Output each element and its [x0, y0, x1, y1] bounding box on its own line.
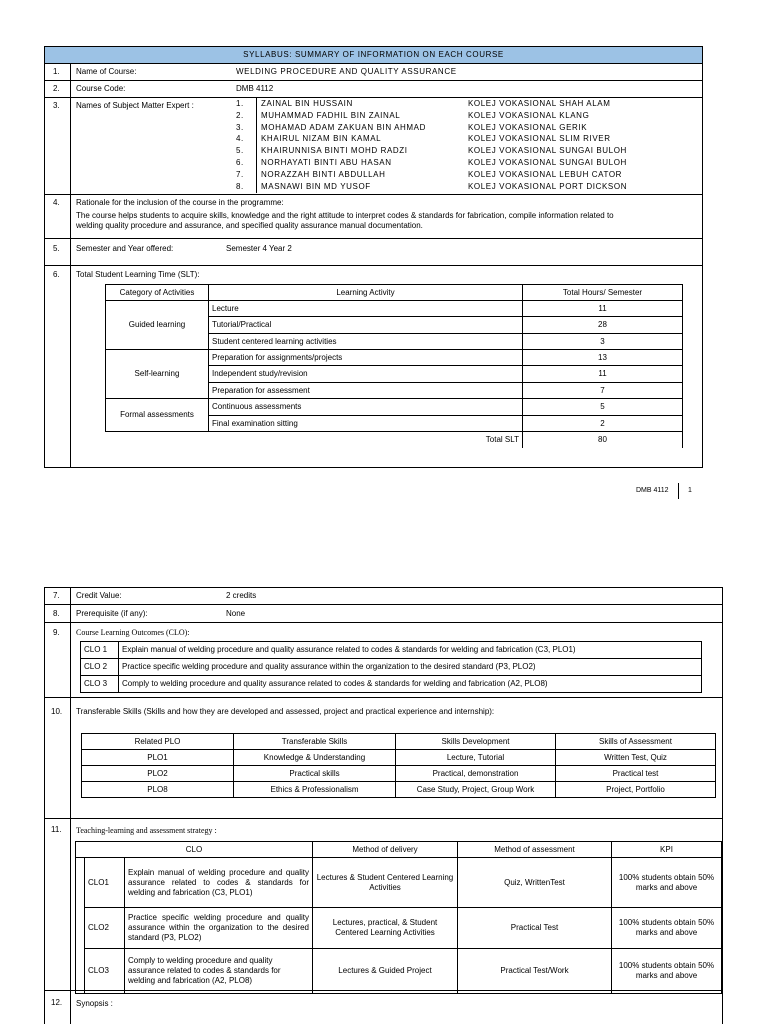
ts-cell: PLO1 [82, 750, 234, 766]
ts-header: Skills of Assessment [556, 734, 716, 750]
row-number: 7. [53, 591, 60, 600]
slt-hours: 28 [523, 317, 683, 334]
expert-college: KOLEJ VOKASIONAL SUNGAI BULOH [468, 146, 627, 155]
transferable-skills-label: Transferable Skills (Skills and how they are developed and assessed, project and practical experience and internship): [76, 707, 495, 716]
expert-name: MASNAWI BIN MD YUSOF [261, 182, 371, 191]
strategy-kpi: 100% students obtain 50% marks and above [612, 908, 722, 949]
semester-value: Semester 4 Year 2 [226, 244, 292, 253]
strategy-assessment: Practical Test [458, 908, 612, 949]
ts-cell: Written Test, Quiz [556, 750, 716, 766]
slt-total-label: Total SLT [209, 432, 523, 448]
slt-total-value: 80 [523, 432, 683, 448]
row-divider [44, 80, 703, 81]
expert-college: KOLEJ VOKASIONAL SHAH ALAM [468, 99, 611, 108]
clo-code: CLO 3 [81, 676, 119, 693]
slt-hours: 13 [523, 350, 683, 366]
ts-cell: PLO8 [82, 782, 234, 798]
strategy-body-table [84, 857, 722, 994]
strategy-header-clo: CLO [76, 842, 313, 858]
expert-college: KOLEJ VOKASIONAL GERIK [468, 123, 588, 132]
footer-course-code: DMB 4112 [636, 487, 669, 494]
credit-value: 2 credits [226, 591, 257, 600]
ts-cell: Practical skills [234, 766, 396, 782]
expert-number: 1. [236, 99, 244, 108]
slt-label: Total Student Learning Time (SLT): [76, 270, 200, 279]
expert-number-divider [256, 98, 257, 193]
ts-cell: Case Study, Project, Group Work [396, 782, 556, 798]
transferable-skills-table [81, 733, 716, 798]
strategy-clo-desc: Practice specific welding procedure and quality assurance within the organization to the desired standard (P3, PLO2) [125, 908, 313, 949]
row-number: 8. [53, 609, 60, 618]
strategy-clo-desc: Explain manual of welding procedure and quality assurance related to codes & standards for welding and fabrication (C3, PLO1) [125, 858, 313, 908]
row-divider [44, 63, 703, 64]
row-divider [44, 622, 723, 623]
strategy-clo-desc: Comply to welding procedure and quality assurance related to codes & standards for welding and fabrication (A2, PLO8) [125, 949, 313, 994]
slt-hours: 3 [523, 334, 683, 350]
strategy-clo-code: CLO2 [85, 908, 125, 949]
slt-header-category: Category of Activities [106, 285, 209, 301]
slt-hours: 2 [523, 416, 683, 432]
slt-header-activity: Learning Activity [209, 285, 523, 301]
expert-number: 6. [236, 158, 244, 167]
expert-college: KOLEJ VOKASIONAL SUNGAI BULOH [468, 158, 627, 167]
ts-header: Skills Development [396, 734, 556, 750]
slt-activity: Preparation for assessment [209, 383, 523, 399]
row-divider [44, 818, 723, 819]
rationale-line-1: The course helps students to acquire skills, knowledge and the right attitude to interpret codes & standards for fabrication, compile information related to [76, 211, 614, 220]
experts-label: Names of Subject Matter Expert : [76, 101, 194, 110]
slt-hours: 5 [523, 399, 683, 416]
row-number: 1. [53, 67, 60, 76]
slt-category-guided: Guided learning [106, 301, 209, 350]
strategy-header-delivery: Method of delivery [313, 842, 458, 858]
expert-college: KOLEJ VOKASIONAL SLIM RIVER [468, 134, 611, 143]
clo-code: CLO 2 [81, 659, 119, 676]
slt-activity: Independent study/revision [209, 366, 523, 383]
row-divider [44, 238, 703, 239]
ts-cell: PLO2 [82, 766, 234, 782]
ts-cell: Project, Portfolio [556, 782, 716, 798]
expert-number: 8. [236, 182, 244, 191]
row-divider [44, 604, 723, 605]
clo-text: Explain manual of welding procedure and quality assurance related to codes & standards for welding and fabrication (C3, PLO1) [119, 642, 702, 659]
clo-code: CLO 1 [81, 642, 119, 659]
strategy-left-border [75, 857, 76, 994]
strategy-kpi: 100% students obtain 50% marks and above [612, 949, 722, 994]
slt-activity: Lecture [209, 301, 523, 317]
row-number: 10. [51, 707, 63, 716]
row-number: 11. [51, 825, 62, 834]
expert-name: NORAZZAH BINTI ABDULLAH [261, 170, 386, 179]
slt-category-formal: Formal assessments [106, 399, 209, 432]
number-column-divider [70, 63, 71, 468]
number-column-divider [70, 587, 71, 1024]
slt-activity: Tutorial/Practical [209, 317, 523, 334]
expert-college: KOLEJ VOKASIONAL KLANG [468, 111, 590, 120]
expert-college: KOLEJ VOKASIONAL LEBUH CATOR [468, 170, 623, 179]
strategy-assessment: Practical Test/Work [458, 949, 612, 994]
row-divider [44, 697, 723, 698]
course-name-label: Name of Course: [76, 67, 137, 76]
row-divider [44, 194, 703, 195]
strategy-header-kpi: KPI [612, 842, 722, 858]
clo-text: Practice specific welding procedure and quality assurance within the organization to the desired standard (P3, PLO2) [119, 659, 702, 676]
strategy-clo-code: CLO3 [85, 949, 125, 994]
credit-label: Credit Value: [76, 591, 122, 600]
slt-activity: Final examination sitting [209, 416, 523, 432]
row-number: 4. [53, 198, 60, 207]
ts-header: Transferable Skills [234, 734, 396, 750]
row-number: 3. [53, 101, 60, 110]
expert-name: NORHAYATI BINTI ABU HASAN [261, 158, 392, 167]
row-number: 6. [53, 270, 60, 279]
expert-number: 2. [236, 111, 244, 120]
row-number: 2. [53, 84, 60, 93]
ts-cell: Ethics & Professionalism [234, 782, 396, 798]
slt-hours: 11 [523, 301, 683, 317]
row-number: 12. [51, 998, 63, 1007]
semester-label: Semester and Year offered: [76, 244, 174, 253]
footer-page-number: 1 [688, 487, 692, 494]
clo-table [80, 641, 702, 693]
slt-table [105, 284, 683, 448]
course-name-value: WELDING PROCEDURE AND QUALITY ASSURANCE [236, 67, 457, 76]
rationale-label: Rationale for the inclusion of the course in the programme: [76, 198, 284, 207]
expert-number: 4. [236, 134, 244, 143]
strategy-header-assessment: Method of assessment [458, 842, 612, 858]
expert-number: 7. [236, 170, 244, 179]
slt-hours: 11 [523, 366, 683, 383]
expert-college: KOLEJ VOKASIONAL PORT DICKSON [468, 182, 628, 191]
ts-header: Related PLO [82, 734, 234, 750]
expert-name: ZAINAL BIN HUSSAIN [261, 99, 353, 108]
row-divider [44, 97, 703, 98]
slt-activity: Student centered learning activities [209, 334, 523, 350]
expert-name: MOHAMAD ADAM ZAKUAN BIN AHMAD [261, 123, 426, 132]
strategy-kpi: 100% students obtain 50% marks and above [612, 858, 722, 908]
prerequisite-label: Prerequisite (if any): [76, 609, 148, 618]
row-divider [44, 265, 703, 266]
strategy-bottom-border [75, 993, 85, 994]
strategy-table [75, 841, 722, 858]
ts-cell: Lecture, Tutorial [396, 750, 556, 766]
header-title: SYLLABUS: SUMMARY OF INFORMATION ON EACH COURSE [243, 50, 504, 59]
expert-number: 5. [236, 146, 244, 155]
clo-text: Comply to welding procedure and quality assurance related to codes & standards for welding and fabrication (A2, PLO8) [119, 676, 702, 693]
expert-name: KHAIRUNNISA BINTI MOHD RADZI [261, 146, 408, 155]
ts-cell: Knowledge & Understanding [234, 750, 396, 766]
expert-number: 3. [236, 123, 244, 132]
slt-category-self: Self-learning [106, 350, 209, 399]
strategy-label: Teaching-learning and assessment strategy : [76, 826, 217, 835]
ts-cell: Practical test [556, 766, 716, 782]
synopsis-label: Synopsis : [76, 999, 113, 1008]
strategy-assessment: Quiz, WrittenTest [458, 858, 612, 908]
ts-cell: Practical, demonstration [396, 766, 556, 782]
expert-name: MUHAMMAD FADHIL BIN ZAINAL [261, 111, 401, 120]
clo-label: Course Learning Outcomes (CLO): [76, 628, 190, 637]
strategy-delivery: Lectures & Student Centered Learning Activities [313, 858, 458, 908]
row-number: 9. [53, 628, 60, 637]
slt-hours: 7 [523, 383, 683, 399]
slt-activity: Preparation for assignments/projects [209, 350, 523, 366]
strategy-delivery: Lectures & Guided Project [313, 949, 458, 994]
course-code-label: Course Code: [76, 84, 126, 93]
strategy-delivery: Lectures, practical, & Student Centered Learning Activities [313, 908, 458, 949]
course-code-value: DMB 4112 [236, 84, 274, 93]
row-number: 5. [53, 244, 60, 253]
rationale-line-2: welding quality procedure and assurance, and specified quality assurance manual documentation. [76, 221, 423, 230]
footer-divider [678, 483, 679, 499]
slt-header-hours: Total Hours/ Semester [523, 285, 683, 301]
prerequisite-value: None [226, 609, 246, 618]
expert-name: KHAIRUL NIZAM BIN KAMAL [261, 134, 382, 143]
strategy-clo-code: CLO1 [85, 858, 125, 908]
slt-activity: Continuous assessments [209, 399, 523, 416]
